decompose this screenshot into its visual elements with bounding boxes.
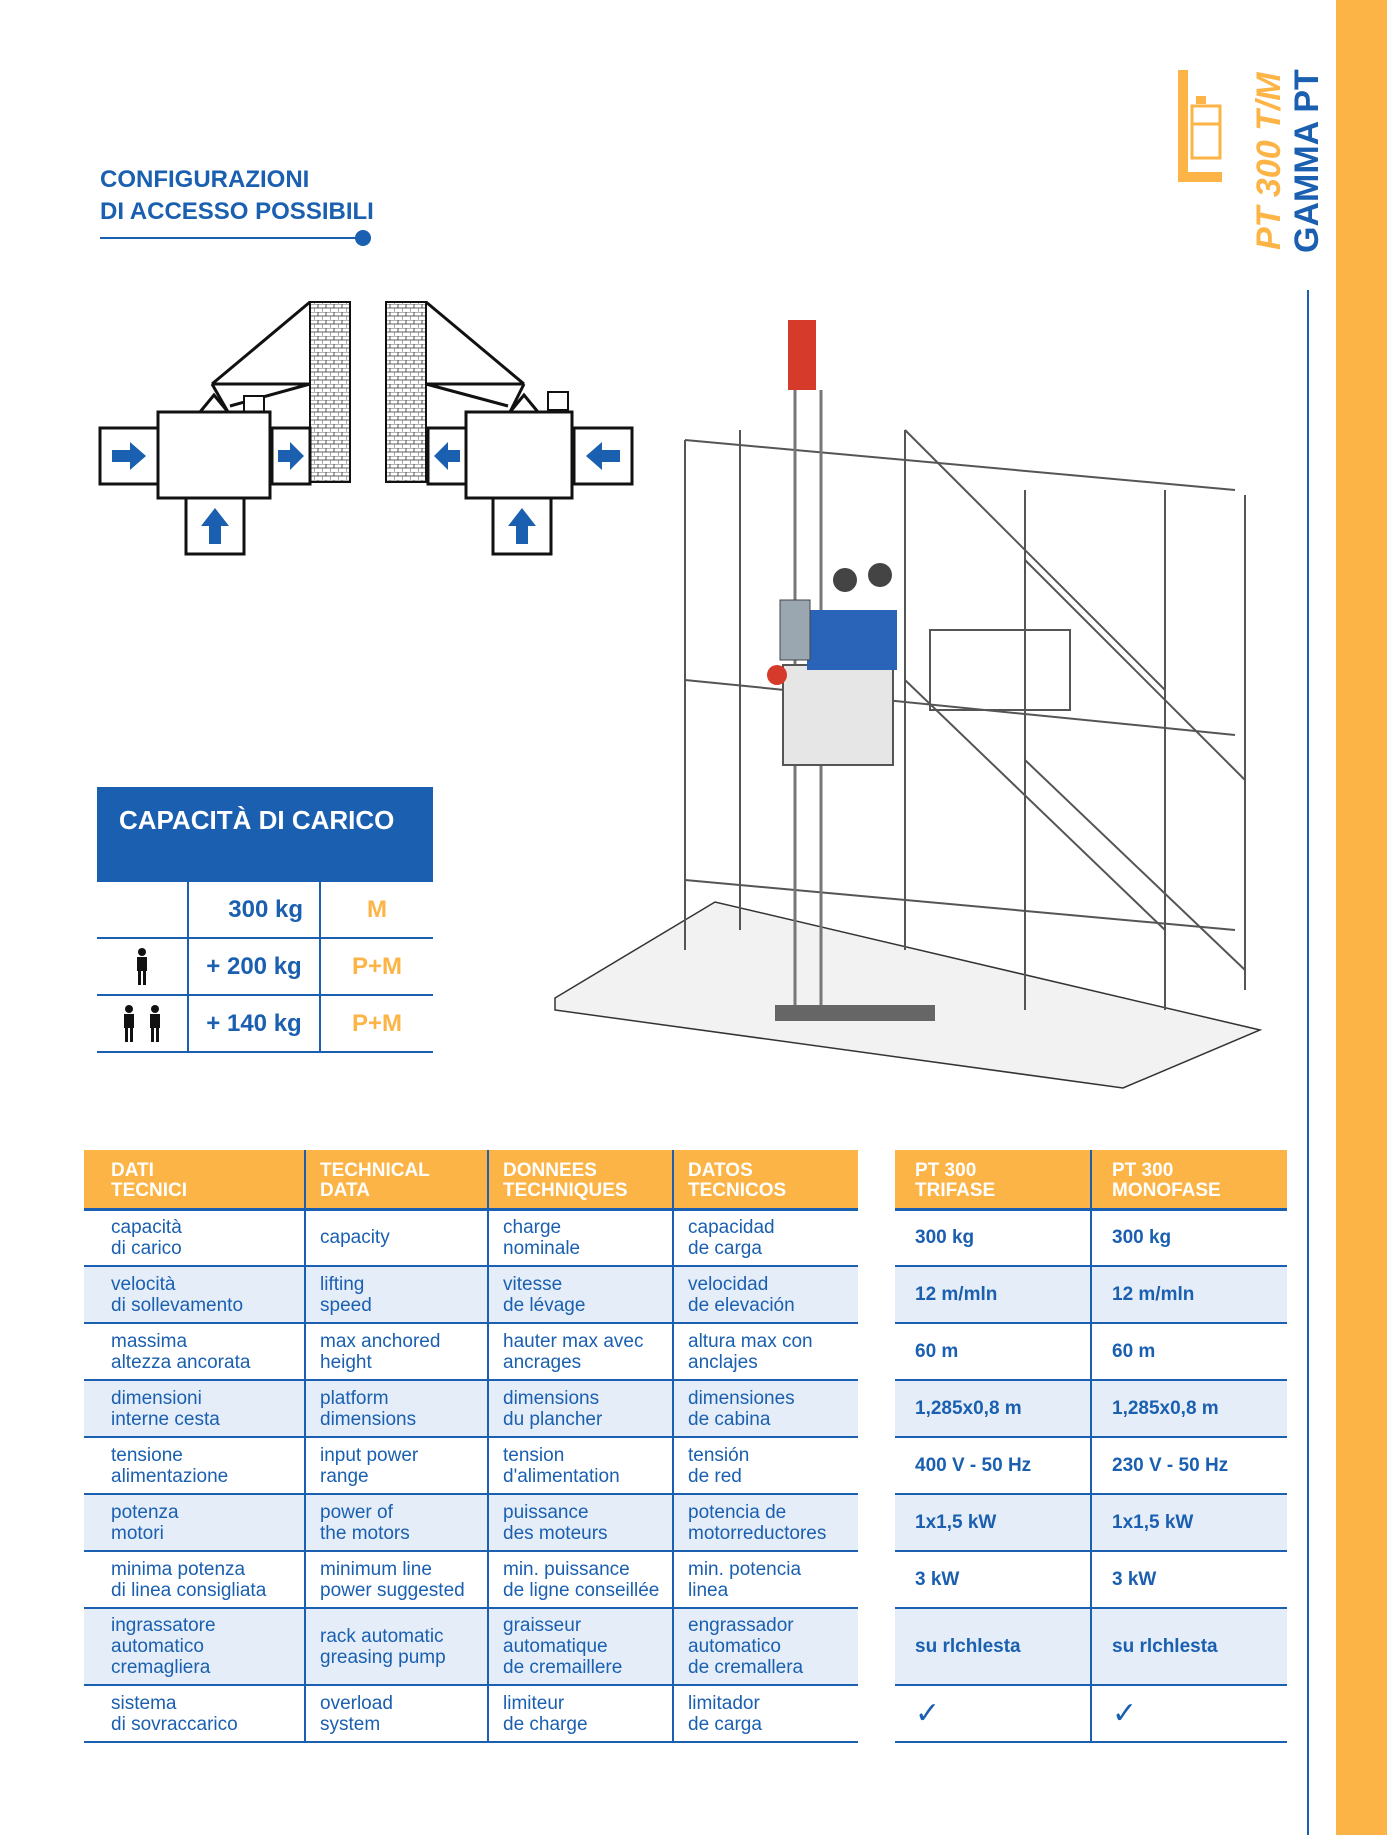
table-row xyxy=(895,1323,1287,1380)
table-row xyxy=(84,1608,858,1685)
table-row xyxy=(84,1551,858,1608)
capacity-load: + 140 kg xyxy=(189,996,321,1051)
table-cell: 1,285x0,8 m xyxy=(1091,1380,1287,1437)
table-row xyxy=(84,1323,858,1380)
technical-data-table xyxy=(84,1150,858,1743)
table-row xyxy=(84,1685,858,1742)
table-cell: dimensions du plancher xyxy=(488,1380,673,1437)
table-cell: 1,285x0,8 m xyxy=(895,1380,1091,1437)
table-cell: lifting speed xyxy=(305,1266,488,1323)
header-pt300-trifase: PT 300 TRIFASE xyxy=(895,1150,1091,1209)
table-cell: 60 m xyxy=(895,1323,1091,1380)
table-cell: sistema di sovraccarico xyxy=(84,1685,305,1742)
table-cell: su rlchlesta xyxy=(895,1608,1091,1685)
capacity-row xyxy=(97,996,433,1053)
table-cell: 12 m/mln xyxy=(1091,1266,1287,1323)
capacity-load: + 200 kg xyxy=(189,939,321,994)
table-cell: 12 m/mln xyxy=(895,1266,1091,1323)
table-row xyxy=(84,1209,858,1266)
table-cell: tensión de red xyxy=(673,1437,858,1494)
table-cell: minimum line power suggested xyxy=(305,1551,488,1608)
technical-header-row xyxy=(84,1150,858,1209)
table-cell: limiteur de charge xyxy=(488,1685,673,1742)
table-row xyxy=(895,1685,1287,1742)
table-cell: puissance des moteurs xyxy=(488,1494,673,1551)
table-row xyxy=(84,1266,858,1323)
header-dati-tecnici: DATI TECNICI xyxy=(84,1150,305,1209)
table-cell: potencia de motorreductores xyxy=(673,1494,858,1551)
table-cell: minima potenza di linea consigliata xyxy=(84,1551,305,1608)
table-cell: 300 kg xyxy=(895,1209,1091,1266)
capacity-mode: M xyxy=(367,895,387,923)
table-cell: 1x1,5 kW xyxy=(895,1494,1091,1551)
model-values-table xyxy=(895,1150,1287,1743)
config-title xyxy=(100,164,374,228)
capacity-mode: P+M xyxy=(351,1009,402,1037)
table-cell: tension d'alimentation xyxy=(488,1437,673,1494)
model-header-row xyxy=(895,1150,1287,1209)
capacity-table xyxy=(97,882,433,1053)
brand-model: PT 300 T/M xyxy=(1250,72,1288,250)
table-cell: engrassador automatico de cremallera xyxy=(673,1608,858,1685)
table-cell: altura max con anclajes xyxy=(673,1323,858,1380)
table-cell: su rlchlesta xyxy=(1091,1608,1287,1685)
table-cell: 400 V - 50 Hz xyxy=(895,1437,1091,1494)
table-cell: potenza motori xyxy=(84,1494,305,1551)
capacity-row xyxy=(97,882,433,939)
table-cell: hauter max avec ancrages xyxy=(488,1323,673,1380)
table-row xyxy=(895,1380,1287,1437)
table-cell: dimensiones de cabina xyxy=(673,1380,858,1437)
table-cell: min. puissance de ligne conseillée xyxy=(488,1551,673,1608)
hoist-illustration xyxy=(545,310,1265,1090)
table-cell: graisseur automatique de cremaillere xyxy=(488,1608,673,1685)
table-cell: 300 kg xyxy=(1091,1209,1287,1266)
table-cell: 230 V - 50 Hz xyxy=(1091,1437,1287,1494)
table-cell: charge nominale xyxy=(488,1209,673,1266)
table-cell: 1x1,5 kW xyxy=(1091,1494,1287,1551)
table-cell: velocidad de elevación xyxy=(673,1266,858,1323)
capacity-mode: P+M xyxy=(351,952,402,980)
table-cell: velocità di sollevamento xyxy=(84,1266,305,1323)
table-cell: max anchored height xyxy=(305,1323,488,1380)
capacity-load: 300 kg xyxy=(189,882,321,937)
left-configuration xyxy=(100,302,350,554)
table-row xyxy=(895,1551,1287,1608)
capacity-icon-empty xyxy=(97,882,189,937)
table-cell: input power range xyxy=(305,1437,488,1494)
table-cell: tensione alimentazione xyxy=(84,1437,305,1494)
table-cell: min. potencia linea xyxy=(673,1551,858,1608)
two-persons-icon xyxy=(97,996,189,1051)
table-cell: rack automatic greasing pump xyxy=(305,1608,488,1685)
table-row xyxy=(895,1494,1287,1551)
header-pt300-monofase: PT 300 MONOFASE xyxy=(1091,1150,1287,1209)
table-cell: dimensioni interne cesta xyxy=(84,1380,305,1437)
checkmark-icon: ✓ xyxy=(895,1685,1091,1742)
side-accent-bar xyxy=(1336,0,1387,1835)
config-dot xyxy=(355,230,371,246)
brand-block xyxy=(1170,60,1330,260)
capacity-row xyxy=(97,939,433,996)
table-row xyxy=(84,1437,858,1494)
table-cell: limitador de carga xyxy=(673,1685,858,1742)
header-technical-data: TECHNICAL DATA xyxy=(305,1150,488,1209)
table-row xyxy=(895,1266,1287,1323)
checkmark-icon: ✓ xyxy=(1091,1685,1287,1742)
capacity-title: CAPACITÀ DI CARICO xyxy=(97,787,433,882)
table-cell: capacità di carico xyxy=(84,1209,305,1266)
table-row xyxy=(895,1209,1287,1266)
table-row xyxy=(84,1494,858,1551)
table-cell: ingrassatore automatico cremagliera xyxy=(84,1608,305,1685)
table-cell: 3 kW xyxy=(1091,1551,1287,1608)
table-row xyxy=(895,1437,1287,1494)
header-datos-tecnicos: DATOS TECNICOS xyxy=(673,1150,858,1209)
table-cell: 3 kW xyxy=(895,1551,1091,1608)
table-cell: power of the motors xyxy=(305,1494,488,1551)
table-cell: capacidad de carga xyxy=(673,1209,858,1266)
table-cell: capacity xyxy=(305,1209,488,1266)
config-title-line1: CONFIGURAZIONI xyxy=(100,166,310,193)
hoist-logo-icon xyxy=(1176,68,1224,184)
table-cell: vitesse de lévage xyxy=(488,1266,673,1323)
table-row xyxy=(895,1608,1287,1685)
brand-range: GAMMA PT xyxy=(1288,69,1326,253)
side-divider-line xyxy=(1307,290,1309,1835)
table-row xyxy=(84,1380,858,1437)
table-cell: 60 m xyxy=(1091,1323,1287,1380)
config-title-line2: DI ACCESSO POSSIBILI xyxy=(100,198,374,225)
config-underline xyxy=(100,237,360,239)
table-cell: overload system xyxy=(305,1685,488,1742)
table-cell: platform dimensions xyxy=(305,1380,488,1437)
table-cell: massima altezza ancorata xyxy=(84,1323,305,1380)
one-person-icon xyxy=(97,939,189,994)
header-donnees-techniques: DONNEES TECHNIQUES xyxy=(488,1150,673,1209)
